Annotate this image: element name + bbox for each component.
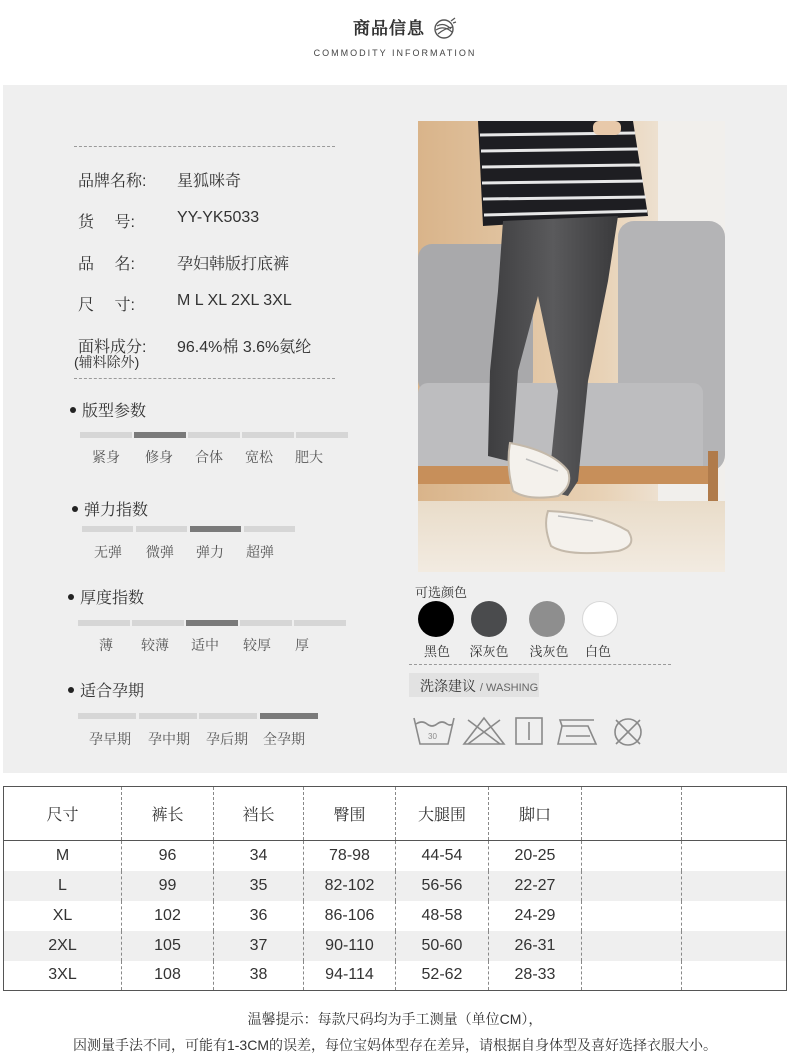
period-seg-2 bbox=[199, 713, 257, 719]
period-param-title bbox=[68, 678, 144, 701]
thickness-param-title bbox=[68, 585, 144, 608]
table-cell: 90-110 bbox=[304, 931, 396, 961]
table-cell: 24-29 bbox=[489, 901, 582, 931]
table-cell bbox=[582, 901, 682, 931]
fit-label-3: 宽松 bbox=[245, 449, 273, 465]
table-cell: 56-56 bbox=[396, 871, 489, 901]
period-label-3: 全孕期 bbox=[263, 731, 305, 747]
table-cell: 38 bbox=[214, 961, 304, 991]
period-seg-1 bbox=[139, 713, 197, 719]
table-cell bbox=[582, 931, 682, 961]
washing-divider bbox=[409, 664, 671, 665]
color-name-dark-gray: 深灰色 bbox=[469, 644, 509, 659]
thickness-seg-1 bbox=[132, 620, 184, 626]
period-scale bbox=[78, 713, 318, 719]
table-cell: 28-33 bbox=[489, 961, 582, 991]
table-cell bbox=[582, 961, 682, 991]
washing-label bbox=[409, 673, 539, 697]
table-cell: 99 bbox=[122, 871, 214, 901]
fit-label-1: 修身 bbox=[145, 449, 173, 465]
table-cell: 20-25 bbox=[489, 841, 582, 871]
table-cell: 52-62 bbox=[396, 961, 489, 991]
thickness-seg-3 bbox=[240, 620, 292, 626]
col-empty-1 bbox=[582, 787, 682, 841]
table-cell bbox=[682, 931, 787, 961]
thickness-label-1: 较薄 bbox=[141, 637, 169, 653]
table-cell: 86-106 bbox=[304, 901, 396, 931]
brand-label: 品牌名称: bbox=[78, 173, 147, 190]
bullet-icon bbox=[68, 687, 74, 693]
wash-30-icon bbox=[414, 718, 454, 744]
colors-label: 可选颜色 bbox=[415, 585, 468, 600]
table-cell: 37 bbox=[214, 931, 304, 961]
fabric-value: 96.4%棉 3.6%氨纶 bbox=[177, 339, 312, 356]
fit-seg-3 bbox=[242, 432, 294, 438]
elastic-param-title bbox=[72, 497, 148, 520]
fit-label-2: 合体 bbox=[195, 449, 223, 465]
table-cell: 48-58 bbox=[396, 901, 489, 931]
iron-low-icon bbox=[558, 720, 596, 744]
table-cell: 26-31 bbox=[489, 931, 582, 961]
fit-scale bbox=[80, 432, 348, 438]
elastic-seg-0 bbox=[82, 526, 133, 532]
elastic-label-2: 弹力 bbox=[196, 544, 224, 560]
table-row bbox=[4, 841, 787, 871]
table-cell bbox=[682, 871, 787, 901]
period-label-0: 孕早期 bbox=[89, 731, 131, 747]
thickness-label-4: 厚 bbox=[295, 637, 309, 653]
table-cell bbox=[582, 871, 682, 901]
table-row bbox=[4, 901, 787, 931]
size-label: 尺 寸: bbox=[78, 297, 135, 314]
section-title: 商品信息 bbox=[353, 19, 425, 38]
col-ankle: 脚口 bbox=[489, 787, 582, 841]
size-value: M L XL 2XL 3XL bbox=[177, 292, 292, 309]
table-cell: XL bbox=[4, 901, 122, 931]
table-cell: 96 bbox=[122, 841, 214, 871]
col-hip: 臀围 bbox=[304, 787, 396, 841]
elastic-param-label: 弹力指数 bbox=[84, 502, 149, 519]
color-swatch-light-gray[interactable] bbox=[529, 601, 565, 637]
fit-seg-0 bbox=[80, 432, 132, 438]
fit-label-0: 紧身 bbox=[92, 449, 120, 465]
info-top-divider bbox=[74, 146, 335, 147]
fabric-label: 面料成分: bbox=[78, 339, 147, 356]
no-bleach-icon bbox=[464, 718, 504, 744]
col-size: 尺寸 bbox=[4, 787, 122, 841]
washing-icons bbox=[410, 712, 650, 752]
name-label: 品 名: bbox=[78, 256, 135, 273]
bullet-icon bbox=[72, 506, 78, 512]
elastic-label-1: 微弹 bbox=[146, 544, 174, 560]
col-crotch: 裆长 bbox=[214, 787, 304, 841]
table-cell: 108 bbox=[122, 961, 214, 991]
table-cell: 82-102 bbox=[304, 871, 396, 901]
section-header bbox=[0, 0, 790, 84]
fit-label-4: 肥大 bbox=[295, 449, 323, 465]
color-name-black: 黑色 bbox=[423, 644, 450, 659]
thickness-label-2: 适中 bbox=[191, 637, 219, 653]
table-cell: 44-54 bbox=[396, 841, 489, 871]
info-bottom-divider bbox=[74, 378, 335, 379]
table-cell bbox=[682, 901, 787, 931]
product-photo bbox=[418, 121, 725, 572]
thickness-scale bbox=[78, 620, 346, 626]
period-seg-3 bbox=[260, 713, 318, 719]
brand-value: 星狐咪奇 bbox=[177, 173, 242, 190]
table-cell: 2XL bbox=[4, 931, 122, 961]
yarn-ball-icon bbox=[433, 16, 457, 40]
washing-label-en: / WASHING bbox=[479, 682, 539, 694]
table-row bbox=[4, 931, 787, 961]
table-cell bbox=[682, 841, 787, 871]
size-table-header bbox=[4, 787, 787, 841]
col-empty-2 bbox=[682, 787, 787, 841]
table-cell bbox=[682, 961, 787, 991]
thickness-param-label: 厚度指数 bbox=[80, 590, 145, 607]
color-swatch-dark-gray[interactable] bbox=[471, 601, 507, 637]
table-cell: 94-114 bbox=[304, 961, 396, 991]
thickness-seg-4 bbox=[294, 620, 346, 626]
table-cell: 102 bbox=[122, 901, 214, 931]
fit-seg-1 bbox=[134, 432, 186, 438]
measurement-disclaimer: 因测量手法不同，可能有1-3CM的误差，每位宝妈体型存在差异，请根据自身体型及喜好选择衣服大小。 bbox=[72, 1037, 717, 1053]
table-row bbox=[4, 871, 787, 901]
period-param-label: 适合孕期 bbox=[80, 683, 145, 700]
elastic-scale bbox=[82, 526, 295, 532]
fabric-note: (辅料除外) bbox=[74, 354, 140, 370]
table-cell: 34 bbox=[214, 841, 304, 871]
thickness-seg-2 bbox=[186, 620, 238, 626]
bullet-icon bbox=[68, 594, 74, 600]
table-cell: 35 bbox=[214, 871, 304, 901]
name-value: 孕妇韩版打底裤 bbox=[177, 256, 290, 273]
fit-seg-4 bbox=[296, 432, 348, 438]
elastic-label-0: 无弹 bbox=[94, 544, 122, 560]
washing-label-cn: 洗涤建议 bbox=[420, 678, 476, 694]
thickness-label-0: 薄 bbox=[99, 637, 113, 653]
table-cell: L bbox=[4, 871, 122, 901]
period-seg-0 bbox=[78, 713, 136, 719]
table-row bbox=[4, 961, 787, 991]
fit-param-label: 版型参数 bbox=[82, 403, 147, 420]
color-name-light-gray: 浅灰色 bbox=[529, 644, 569, 659]
period-label-1: 孕中期 bbox=[148, 731, 190, 747]
color-swatch-black[interactable] bbox=[418, 601, 454, 637]
col-thigh: 大腿围 bbox=[396, 787, 489, 841]
product-photo-illustration bbox=[418, 121, 725, 572]
fit-seg-2 bbox=[188, 432, 240, 438]
period-label-2: 孕后期 bbox=[206, 731, 248, 747]
thickness-label-3: 较厚 bbox=[243, 637, 271, 653]
measurement-note: 温馨提示：每款尺码均为手工测量（单位CM）， bbox=[247, 1011, 543, 1027]
fit-param-title bbox=[70, 398, 146, 421]
hang-dry-icon bbox=[516, 718, 542, 744]
bullet-icon bbox=[70, 407, 76, 413]
thickness-seg-0 bbox=[78, 620, 130, 626]
no-dry-clean-icon bbox=[615, 719, 641, 745]
table-cell: M bbox=[4, 841, 122, 871]
sku-label: 货 号: bbox=[78, 214, 135, 231]
table-cell: 3XL bbox=[4, 961, 122, 991]
size-table bbox=[3, 786, 787, 991]
color-name-white: 白色 bbox=[584, 644, 611, 659]
wash-temp-text: 30 bbox=[428, 732, 437, 741]
table-cell: 105 bbox=[122, 931, 214, 961]
sku-value: YY-YK5033 bbox=[177, 209, 260, 226]
elastic-seg-1 bbox=[136, 526, 187, 532]
table-cell bbox=[582, 841, 682, 871]
section-subtitle: COMMODITY INFORMATION bbox=[313, 48, 477, 58]
table-cell: 50-60 bbox=[396, 931, 489, 961]
elastic-seg-3 bbox=[244, 526, 295, 532]
elastic-seg-2 bbox=[190, 526, 241, 532]
table-cell: 36 bbox=[214, 901, 304, 931]
col-pants-length: 裤长 bbox=[122, 787, 214, 841]
color-swatch-white[interactable] bbox=[582, 601, 618, 637]
elastic-label-3: 超弹 bbox=[246, 544, 274, 560]
table-cell: 22-27 bbox=[489, 871, 582, 901]
table-cell: 78-98 bbox=[304, 841, 396, 871]
